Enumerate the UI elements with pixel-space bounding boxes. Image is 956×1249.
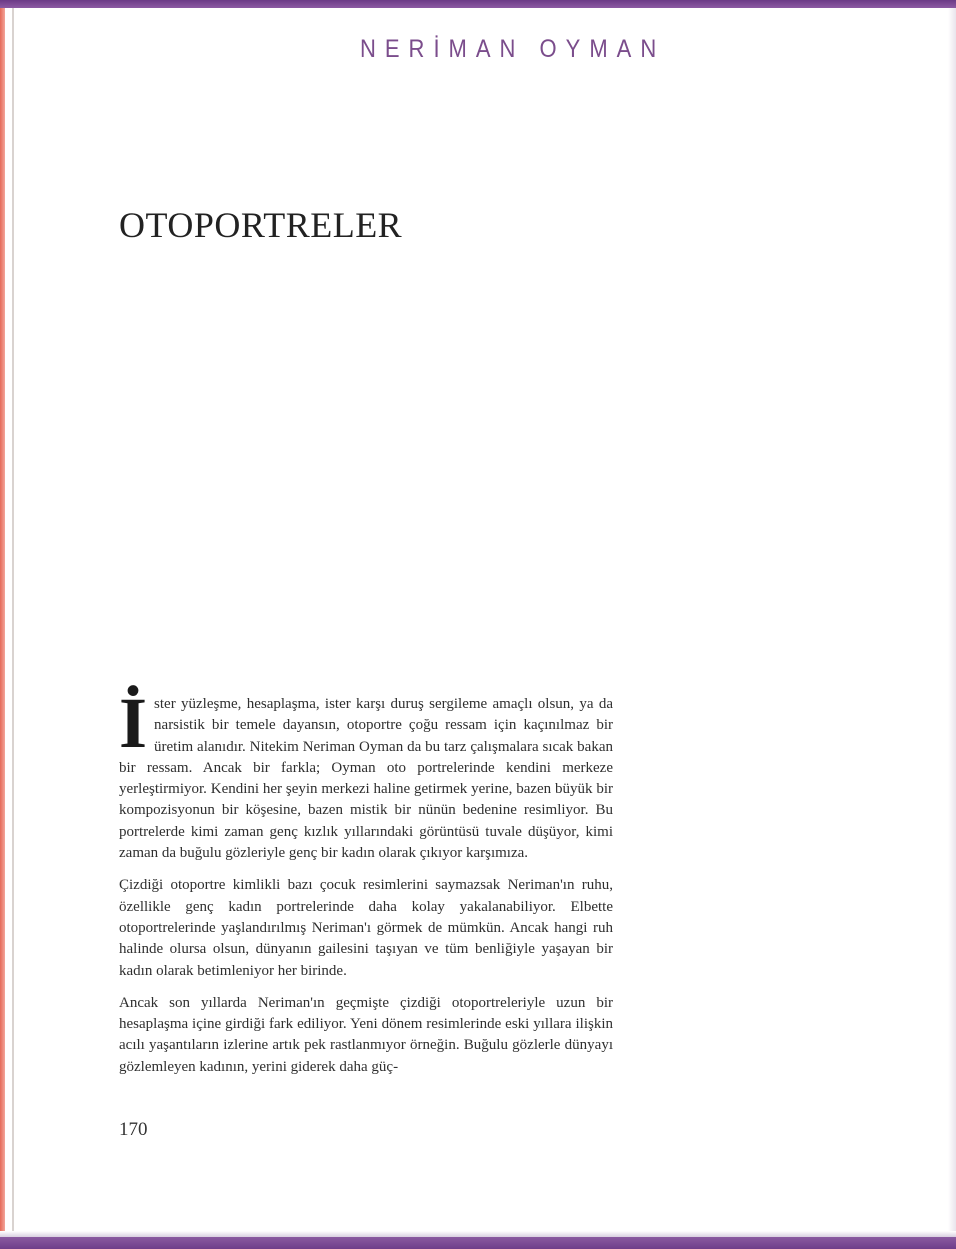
paragraph [119,683,613,864]
paragraph: Ancak son yıllarda Neriman'ın geçmişte çizdiği otoportreleriyle uzun bir hesaplaşma içine girdiği fark ediliyor. Yeni dönem resimlerinde eski yıllara ilişkin acılı yaşantıların izlerine artık pek rastlanmıyor örneğin. Buğulu gözlerle dünyayı gözlemleyen kadının, yerini giderek daha güç- [119,994,613,1075]
paragraph: Çizdiği otoportre kimlikli bazı çocuk resimlerini saymazsak Neriman'ın ruhu, özellikle genç kadın portrelerinde daha kolay yakalanabiliyor. Elbette otoportrelerinde yaşlandırılmış Neriman'ı görmek de mümkün. Ancak hangi ruh halinde olursa olsun, dünyanın gailesini taşıyan ve tüm benliğiyle yaşayan bir kadın olarak betimleniyor her birinde. [119,877,613,979]
spine-edge [0,8,5,1237]
body-text [119,683,613,1089]
spine-fold-line [12,8,14,1237]
page-number: 170 [119,1119,148,1140]
paragraph-text: ster yüzleşme, hesaplaşma, ister karşı duruş sergileme amaçlı olsun, ya da narsistik bir temele dayansın, otoportre çoğu ressam için kaçınılmaz bir üretim alanıdır. Nitekim Neriman Oyman da bu tarz çalışmalara sıcak bakan bir ressam. Ancak bir farkla; Oyman oto portrelerinde kendini merkeze yerleştirmiyor. Kendini her şeyin merkezi haline getirmek yerine, bazen büyük bir kompozisyonun bir köşesine, bazen mistik bir nünün bedenine resimliyor. Bu portrelerde kimi zaman genç kızlık yıllarındaki görüntüsü tuvale düşüyor, kimi zaman da buğulu gözleriyle genç bir kadın olarak çıkıyor karşımıza. [119,696,613,862]
bottom-color-band [0,1237,956,1249]
page-right-edge [948,8,956,1237]
drop-cap: İ [119,683,148,763]
page-title: OTOPORTRELER [119,205,403,245]
top-color-band [0,0,956,8]
running-head: NERİMAN OYMAN [360,34,666,63]
